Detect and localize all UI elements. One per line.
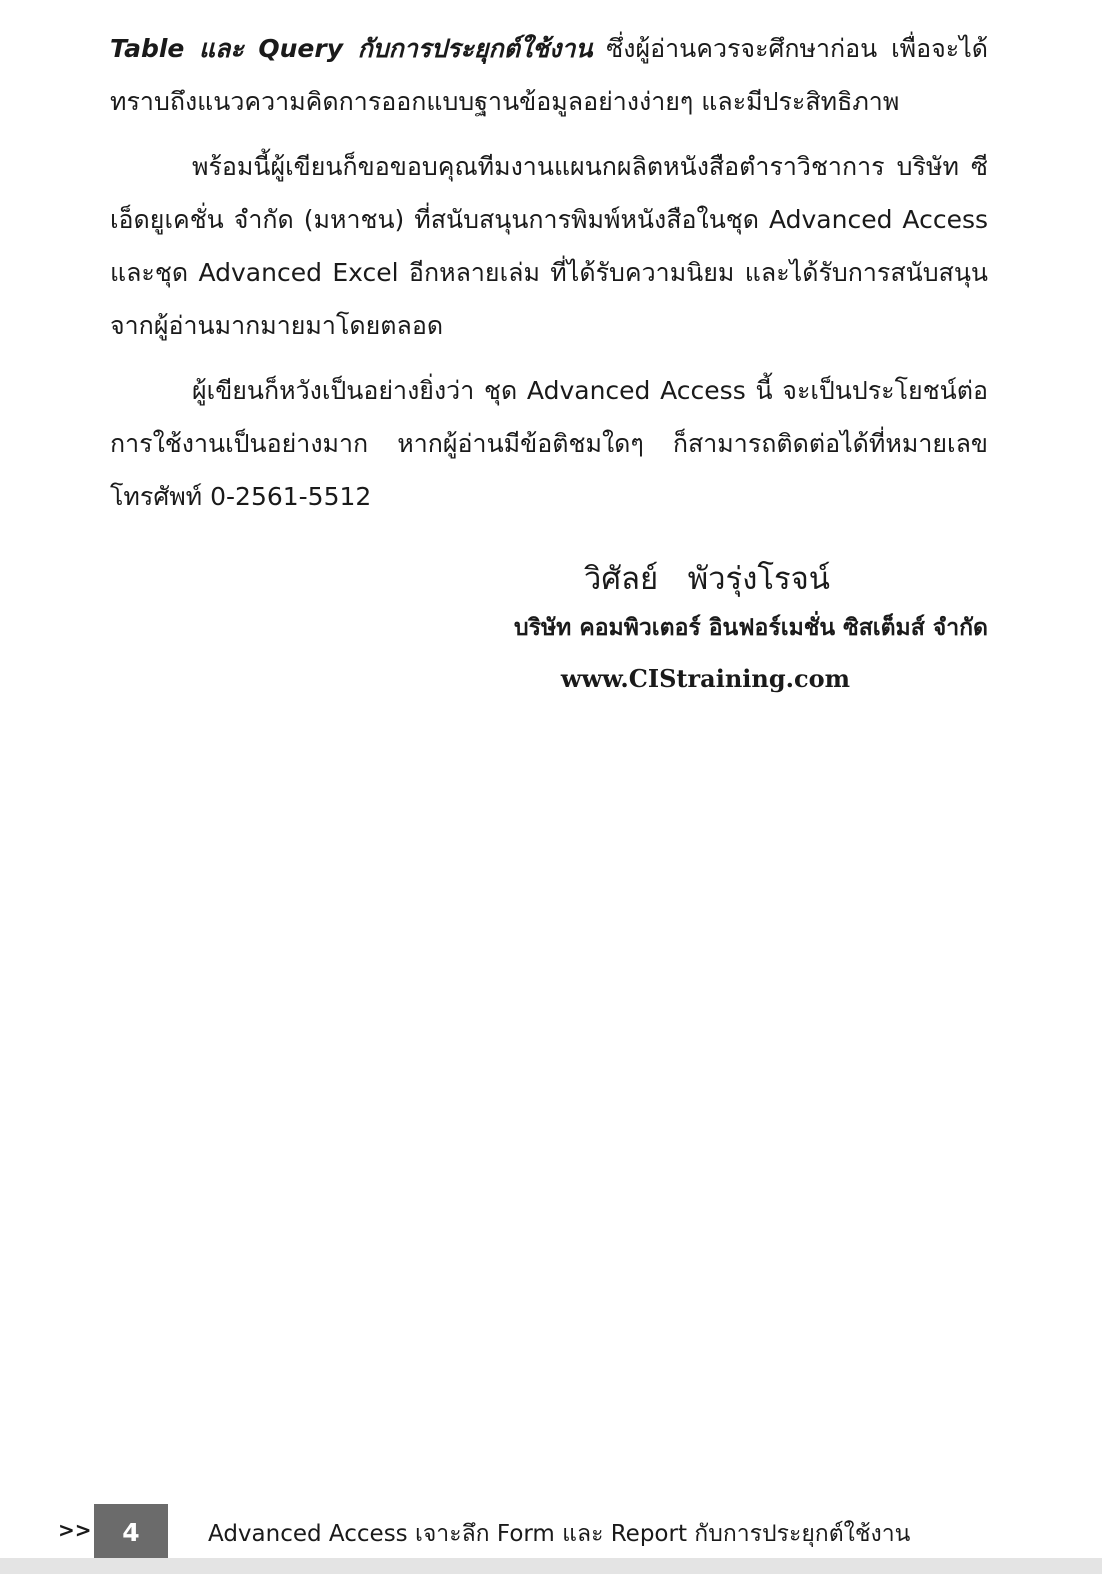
bottom-divider	[0, 1558, 1102, 1574]
page-number: 4	[94, 1504, 168, 1560]
paragraph-contact: ผู้เขียนก็หวังเป็นอย่างยิ่งว่า ชุด Advanced Access นี้ จะเป็นประโยชน์ต่อการใช้งานเป็นอย่างมาก หากผู้อ่านมีข้อติชมใดๆ ก็สามารถติดต่อได้ที่หมายเลขโทรศัพท์ 0-2561-5512	[110, 376, 988, 511]
signature-block	[388, 555, 988, 705]
paragraph-intro-text: ซึ่งผู้อ่านควรจะศึกษาก่อน เพื่อจะได้ทราบถึงแนวความคิดการออกแบบฐานข้อมูลอย่างง่ายๆ และมีประสิทธิภาพ	[110, 34, 988, 116]
company-name: บริษัท คอมพิวเตอร์ อินฟอร์เมชั่น ซิสเต็มส์ จำกัด	[514, 614, 988, 641]
emphasized-book-title: Table และ Query กับการประยุกต์ใช้งาน	[110, 34, 593, 63]
footer-arrow-icon: >>	[58, 1518, 92, 1542]
paragraph-acknowledgement: พร้อมนี้ผู้เขียนก็ขอขอบคุณทีมงานแผนกผลิตหนังสือตำราวิชาการ บริษัท ซีเอ็ดยูเคชั่น จำกัด (มหาชน) ที่สนับสนุนการพิมพ์หนังสือในชุด Advanced Access และชุด Advanced Excel อีกหลายเล่ม ที่ได้รับความนิยม และได้รับการสนับสนุนจากผู้อ่านมากมายมาโดยตลอด	[110, 152, 988, 340]
author-name: วิศัลย์ พัวรุ่งโรจน์	[583, 561, 830, 597]
body-text	[110, 22, 988, 523]
website-url: www.CIStraining.com	[560, 664, 850, 693]
running-title: Advanced Access เจาะลึก Form และ Report กับการประยุกต์ใช้งาน	[208, 1521, 911, 1547]
paragraph-intro	[110, 22, 988, 128]
page-footer	[0, 1504, 1102, 1558]
